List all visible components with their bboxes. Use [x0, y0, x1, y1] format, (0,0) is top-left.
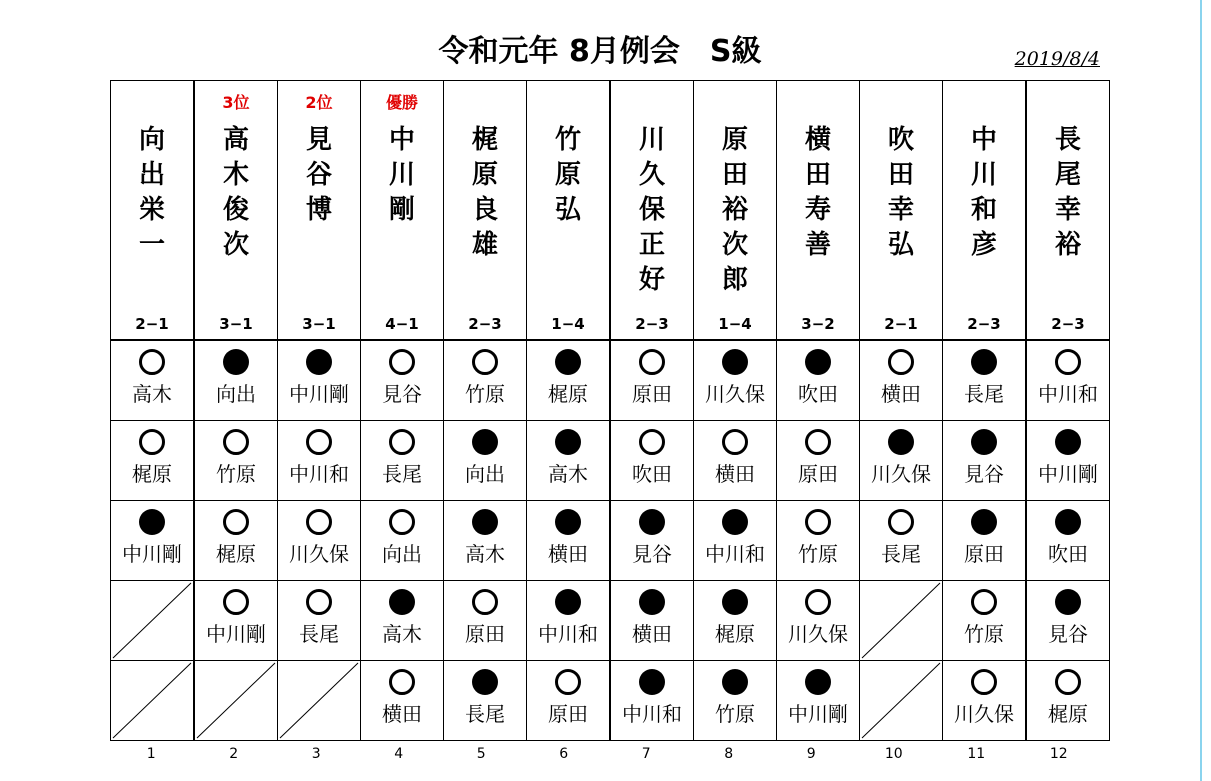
- loss-circle-icon: [555, 429, 581, 455]
- loss-circle-icon: [639, 509, 665, 535]
- win-circle-icon: [223, 429, 249, 455]
- round-row: [111, 501, 1110, 581]
- score-label: 3−1: [302, 315, 336, 333]
- match-cell: [943, 421, 1027, 501]
- win-circle-icon: [805, 589, 831, 615]
- match-cell: [777, 581, 860, 661]
- match-cell: [444, 661, 527, 741]
- results-table: [110, 80, 1110, 741]
- win-circle-icon: [389, 349, 415, 375]
- column-number: 9: [806, 746, 816, 762]
- opponent-name: 高木: [465, 542, 505, 566]
- match-cell: [1026, 421, 1110, 501]
- match-cell: [194, 501, 278, 581]
- score-label: 2−3: [1051, 315, 1085, 333]
- match-cell: [527, 581, 611, 661]
- column-number: 8: [724, 746, 734, 762]
- loss-circle-icon: [1055, 589, 1081, 615]
- match-cell: [943, 661, 1027, 741]
- win-circle-icon: [888, 509, 914, 535]
- player-name: 吹田幸弘: [887, 125, 914, 260]
- opponent-name: 高木: [382, 622, 422, 646]
- match-cell: [361, 340, 444, 421]
- loss-circle-icon: [639, 669, 665, 695]
- round-row: [111, 421, 1110, 501]
- opponent-name: 高木: [548, 462, 588, 486]
- loss-circle-icon: [472, 669, 498, 695]
- match-cell: [194, 661, 278, 741]
- win-circle-icon: [389, 509, 415, 535]
- rank-label: [111, 91, 193, 115]
- round-row: [111, 340, 1110, 421]
- rank-label: 3位: [222, 93, 250, 112]
- player-name: 梶原良雄: [471, 125, 498, 260]
- player-header-cell: [1026, 81, 1110, 341]
- match-cell: [361, 421, 444, 501]
- win-circle-icon: [139, 349, 165, 375]
- loss-circle-icon: [888, 429, 914, 455]
- match-cell: [527, 421, 611, 501]
- match-cell: [278, 421, 361, 501]
- match-cell: [194, 340, 278, 421]
- opponent-name: 原田: [964, 542, 1004, 566]
- opponent-name: 原田: [798, 462, 838, 486]
- opponent-name: 原田: [632, 382, 672, 406]
- match-cell: [111, 661, 195, 741]
- opponent-name: 横田: [632, 622, 672, 646]
- win-circle-icon: [888, 349, 914, 375]
- player-header-cell: [943, 81, 1027, 341]
- opponent-name: 中川和: [705, 542, 765, 566]
- win-circle-icon: [389, 669, 415, 695]
- win-circle-icon: [472, 349, 498, 375]
- loss-circle-icon: [805, 349, 831, 375]
- opponent-name: 向出: [216, 382, 256, 406]
- match-cell: [860, 661, 943, 741]
- player-name: 川久保正好: [638, 125, 665, 295]
- opponent-name: 竹原: [715, 702, 755, 726]
- player-name: 長尾幸裕: [1054, 125, 1081, 260]
- match-cell: [444, 501, 527, 581]
- player-header-row: [111, 81, 1110, 341]
- opponent-name: 向出: [465, 462, 505, 486]
- match-cell: [278, 340, 361, 421]
- loss-circle-icon: [805, 669, 831, 695]
- loss-circle-icon: [555, 509, 581, 535]
- rank-label: [860, 91, 942, 115]
- player-name: 向出栄一: [138, 125, 165, 260]
- rank-label: [943, 91, 1025, 115]
- opponent-name: 中川和: [538, 622, 598, 646]
- column-numbers: [110, 742, 1100, 766]
- page-title: 令和元年 8月例会 S級: [438, 34, 762, 69]
- score-label: 4−1: [385, 315, 419, 333]
- opponent-name: 川久保: [289, 542, 349, 566]
- score-label: 1−4: [718, 315, 752, 333]
- score-label: 2−3: [468, 315, 502, 333]
- match-cell: [777, 661, 860, 741]
- match-cell: [943, 340, 1027, 421]
- opponent-name: 原田: [465, 622, 505, 646]
- opponent-name: 横田: [881, 382, 921, 406]
- win-circle-icon: [555, 669, 581, 695]
- player-header-cell: [194, 81, 278, 341]
- match-cell: [361, 661, 444, 741]
- match-cell: [527, 340, 611, 421]
- win-circle-icon: [223, 589, 249, 615]
- column-number: 12: [1049, 746, 1068, 762]
- column-number: 2: [229, 746, 239, 762]
- opponent-name: 見谷: [964, 462, 1004, 486]
- rank-label: [777, 91, 859, 115]
- player-name: 中川和彦: [970, 125, 997, 260]
- opponent-name: 横田: [382, 702, 422, 726]
- rank-label: [444, 91, 526, 115]
- match-cell: [1026, 501, 1110, 581]
- rank-label: [1027, 91, 1109, 115]
- opponent-name: 横田: [548, 542, 588, 566]
- opponent-name: 高木: [132, 382, 172, 406]
- empty-slash-icon: [278, 661, 360, 740]
- loss-circle-icon: [639, 589, 665, 615]
- match-cell: [111, 340, 195, 421]
- player-header-cell: [444, 81, 527, 341]
- win-circle-icon: [805, 429, 831, 455]
- opponent-name: 川久保: [871, 462, 931, 486]
- opponent-name: 吹田: [632, 462, 672, 486]
- column-number: 6: [559, 746, 569, 762]
- match-cell: [694, 581, 777, 661]
- rank-label: [611, 91, 693, 115]
- win-circle-icon: [971, 589, 997, 615]
- loss-circle-icon: [139, 509, 165, 535]
- match-cell: [860, 340, 943, 421]
- match-cell: [777, 340, 860, 421]
- column-number: 11: [967, 746, 986, 762]
- opponent-name: 川久保: [954, 702, 1014, 726]
- match-cell: [860, 421, 943, 501]
- loss-circle-icon: [971, 429, 997, 455]
- rank-label: [527, 91, 609, 115]
- match-cell: [1026, 581, 1110, 661]
- opponent-name: 向出: [382, 542, 422, 566]
- loss-circle-icon: [223, 349, 249, 375]
- score-label: 3−1: [219, 315, 253, 333]
- win-circle-icon: [389, 429, 415, 455]
- match-cell: [361, 501, 444, 581]
- win-circle-icon: [722, 429, 748, 455]
- player-name: 高木俊次: [222, 125, 249, 260]
- match-cell: [860, 501, 943, 581]
- player-name: 竹原 弘: [554, 125, 608, 225]
- player-header-cell: [527, 81, 611, 341]
- opponent-name: 梶原: [132, 462, 172, 486]
- match-cell: [777, 501, 860, 581]
- column-number: 4: [394, 746, 404, 762]
- match-cell: [610, 581, 694, 661]
- loss-circle-icon: [722, 589, 748, 615]
- match-cell: [694, 340, 777, 421]
- player-header-cell: [860, 81, 943, 341]
- win-circle-icon: [306, 509, 332, 535]
- player-header-cell: [694, 81, 777, 341]
- opponent-name: 梶原: [715, 622, 755, 646]
- opponent-name: 中川剛: [788, 702, 848, 726]
- loss-circle-icon: [306, 349, 332, 375]
- match-cell: [444, 581, 527, 661]
- match-cell: [694, 661, 777, 741]
- opponent-name: 中川和: [622, 702, 682, 726]
- win-circle-icon: [805, 509, 831, 535]
- loss-circle-icon: [1055, 509, 1081, 535]
- win-circle-icon: [639, 429, 665, 455]
- loss-circle-icon: [1055, 429, 1081, 455]
- win-circle-icon: [971, 669, 997, 695]
- opponent-name: 長尾: [465, 702, 505, 726]
- loss-circle-icon: [555, 589, 581, 615]
- column-number: 5: [476, 746, 486, 762]
- match-cell: [777, 421, 860, 501]
- round-row: [111, 581, 1110, 661]
- opponent-name: 中川和: [1038, 382, 1098, 406]
- window-edge-bar: [1200, 0, 1211, 781]
- opponent-name: 横田: [715, 462, 755, 486]
- win-circle-icon: [306, 429, 332, 455]
- match-cell: [610, 421, 694, 501]
- opponent-name: 梶原: [216, 542, 256, 566]
- player-name: 原田裕次郎: [721, 125, 748, 295]
- loss-circle-icon: [722, 349, 748, 375]
- opponent-name: 竹原: [964, 622, 1004, 646]
- match-cell: [527, 501, 611, 581]
- match-cell: [610, 661, 694, 741]
- win-circle-icon: [639, 349, 665, 375]
- match-cell: [194, 421, 278, 501]
- loss-circle-icon: [722, 669, 748, 695]
- opponent-name: 竹原: [465, 382, 505, 406]
- empty-slash-icon: [111, 661, 193, 740]
- score-label: 1−4: [551, 315, 585, 333]
- opponent-name: 川久保: [788, 622, 848, 646]
- match-cell: [694, 421, 777, 501]
- opponent-name: 長尾: [299, 622, 339, 646]
- match-cell: [444, 340, 527, 421]
- opponent-name: 川久保: [705, 382, 765, 406]
- opponent-name: 中川剛: [206, 622, 266, 646]
- match-cell: [278, 581, 361, 661]
- win-circle-icon: [139, 429, 165, 455]
- win-circle-icon: [306, 589, 332, 615]
- score-label: 2−1: [884, 315, 918, 333]
- empty-slash-icon: [860, 581, 942, 660]
- opponent-name: 長尾: [881, 542, 921, 566]
- player-header-cell: [111, 81, 195, 341]
- match-cell: [361, 581, 444, 661]
- column-number: 10: [884, 746, 903, 762]
- opponent-name: 竹原: [798, 542, 838, 566]
- empty-slash-icon: [111, 581, 193, 660]
- rank-label: [694, 91, 776, 115]
- match-cell: [943, 501, 1027, 581]
- match-cell: [278, 501, 361, 581]
- score-label: 2−3: [967, 315, 1001, 333]
- player-header-cell: [610, 81, 694, 341]
- opponent-name: 見谷: [632, 542, 672, 566]
- match-cell: [610, 340, 694, 421]
- round-row: [111, 661, 1110, 741]
- rank-label: 優勝: [385, 93, 418, 112]
- player-header-cell: [361, 81, 444, 341]
- opponent-name: 竹原: [216, 462, 256, 486]
- match-cell: [111, 581, 195, 661]
- opponent-name: 中川剛: [1038, 462, 1098, 486]
- score-label: 2−1: [135, 315, 169, 333]
- player-name: 横田寿善: [804, 125, 831, 260]
- win-circle-icon: [223, 509, 249, 535]
- match-cell: [444, 421, 527, 501]
- match-cell: [111, 501, 195, 581]
- match-cell: [527, 661, 611, 741]
- opponent-name: 原田: [548, 702, 588, 726]
- loss-circle-icon: [971, 509, 997, 535]
- opponent-name: 長尾: [382, 462, 422, 486]
- opponent-name: 中川剛: [289, 382, 349, 406]
- opponent-name: 梶原: [548, 382, 588, 406]
- opponent-name: 中川和: [289, 462, 349, 486]
- match-cell: [1026, 340, 1110, 421]
- opponent-name: 吹田: [798, 382, 838, 406]
- match-cell: [194, 581, 278, 661]
- win-circle-icon: [472, 589, 498, 615]
- match-cell: [943, 581, 1027, 661]
- loss-circle-icon: [971, 349, 997, 375]
- column-number: 3: [311, 746, 321, 762]
- empty-slash-icon: [195, 661, 277, 740]
- loss-circle-icon: [722, 509, 748, 535]
- opponent-name: 梶原: [1048, 702, 1088, 726]
- player-header-cell: [777, 81, 860, 341]
- match-cell: [694, 501, 777, 581]
- player-header-cell: [278, 81, 361, 341]
- column-number: 7: [641, 746, 651, 762]
- loss-circle-icon: [472, 509, 498, 535]
- win-circle-icon: [1055, 669, 1081, 695]
- loss-circle-icon: [389, 589, 415, 615]
- opponent-name: 中川剛: [122, 542, 182, 566]
- rank-label: 2位: [305, 93, 333, 112]
- opponent-name: 見谷: [1048, 622, 1088, 646]
- player-name: 中川 剛: [388, 125, 442, 225]
- player-name: 見谷 博: [305, 125, 359, 225]
- column-number: 1: [146, 746, 156, 762]
- win-circle-icon: [1055, 349, 1081, 375]
- event-date: 2019/8/4: [1014, 48, 1100, 70]
- loss-circle-icon: [555, 349, 581, 375]
- match-cell: [860, 581, 943, 661]
- match-cell: [111, 421, 195, 501]
- match-cell: [1026, 661, 1110, 741]
- opponent-name: 見谷: [382, 382, 422, 406]
- score-label: 3−2: [801, 315, 835, 333]
- score-label: 2−3: [635, 315, 669, 333]
- loss-circle-icon: [472, 429, 498, 455]
- match-cell: [278, 661, 361, 741]
- opponent-name: 長尾: [964, 382, 1004, 406]
- match-cell: [610, 501, 694, 581]
- empty-slash-icon: [860, 661, 942, 740]
- opponent-name: 吹田: [1048, 542, 1088, 566]
